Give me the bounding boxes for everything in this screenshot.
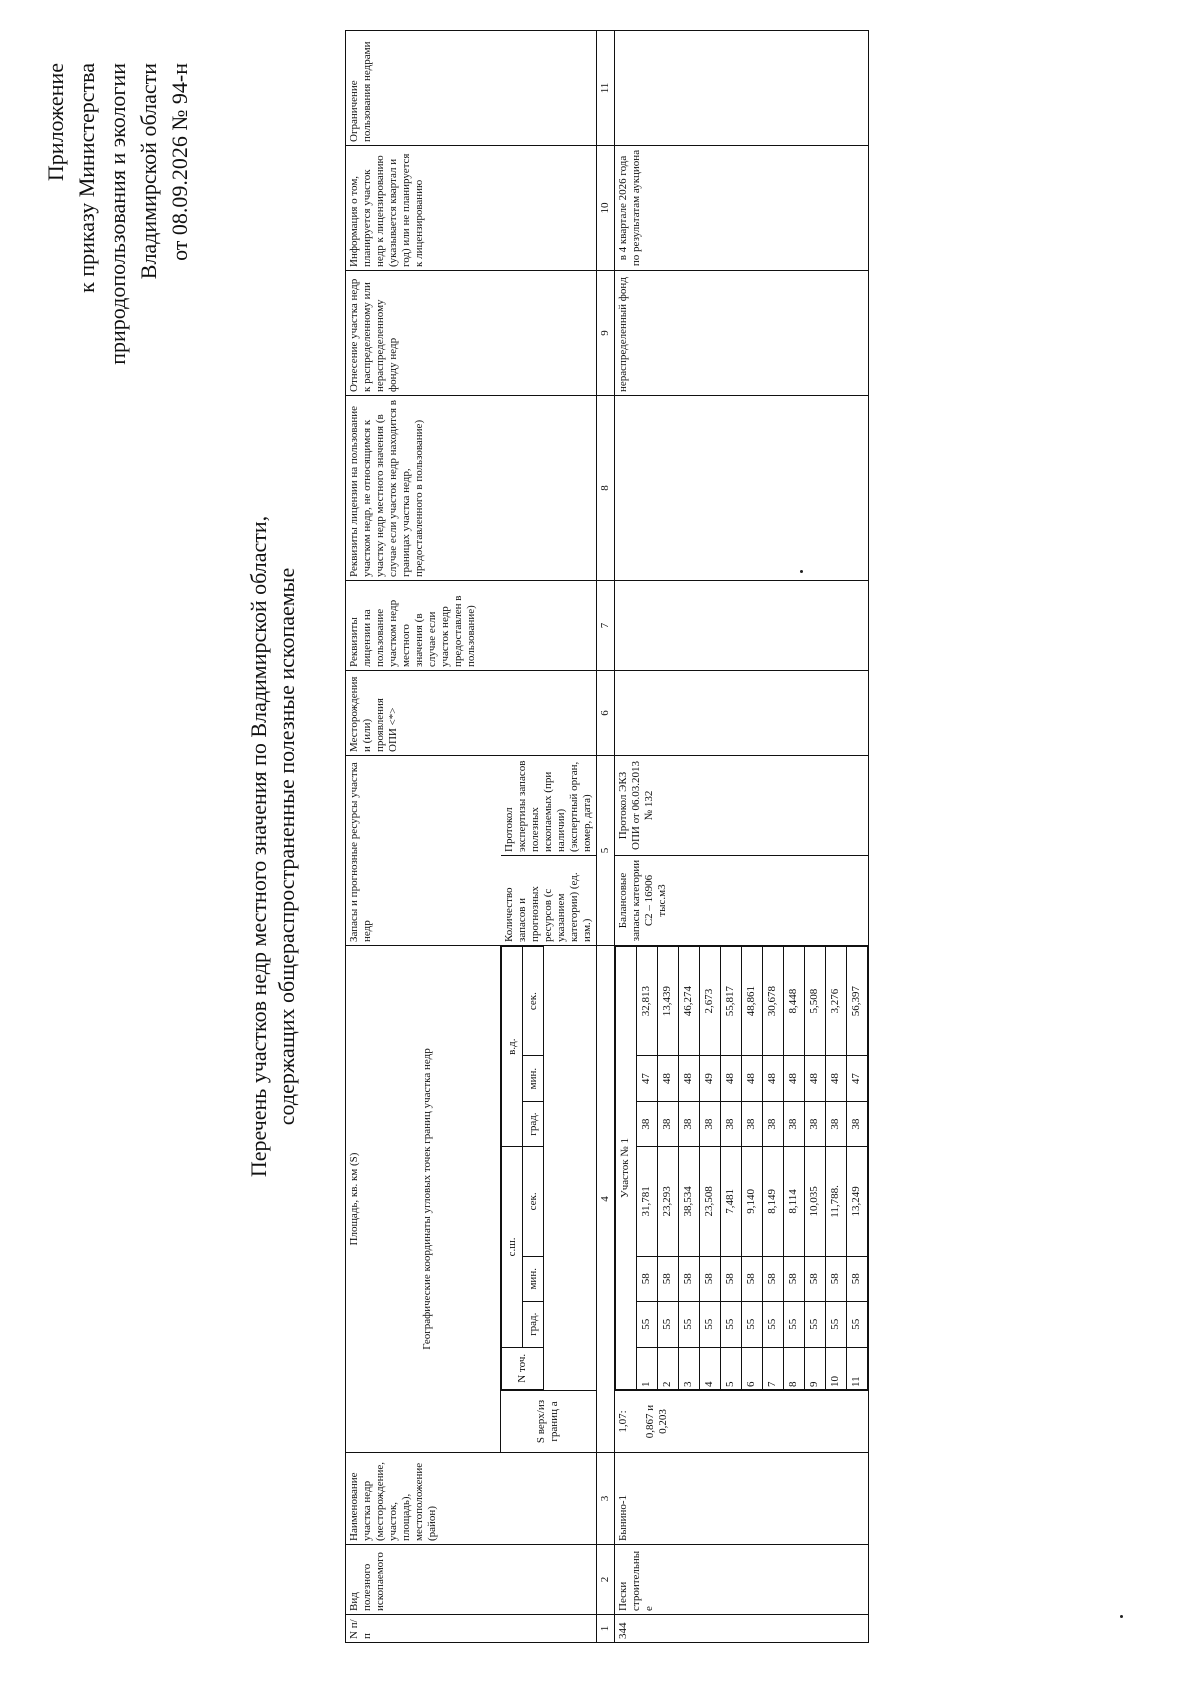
coord-lon-m: 48: [678, 1056, 699, 1102]
coordinate-point-row: [657, 947, 678, 1390]
coord-lat-m: 58: [762, 1256, 783, 1302]
coord-lat-s: 10,035: [804, 1147, 825, 1256]
col-number: 4: [596, 946, 614, 1453]
row-mineral: Пески строительные: [614, 1545, 868, 1615]
coord-lat-d: 55: [699, 1302, 720, 1348]
col-number: 7: [596, 581, 614, 671]
col-number: 10: [596, 146, 614, 271]
coord-lon-m: 48: [720, 1056, 741, 1102]
coord-lon-d: 38: [678, 1101, 699, 1147]
coord-lon-m: 48: [741, 1056, 762, 1102]
scan-speck: [1120, 1615, 1123, 1618]
coord-lon-d: 38: [804, 1101, 825, 1147]
coord-lon-d: 38: [846, 1101, 867, 1147]
coord-lat-d: 55: [825, 1302, 846, 1348]
coord-lat-d: 55: [720, 1302, 741, 1348]
col-number: 2: [596, 1545, 614, 1615]
coord-lon-d: 38: [762, 1101, 783, 1147]
header-fund: Отнесение участка недр к распределенному или нераспределенному фонду недр: [346, 271, 597, 396]
header-plan: Информация о том, планируется участок недр к лицензированию (указывается квартал и год) или не планируется к лицензированию: [346, 146, 597, 271]
row-reserves-protocol: Протокол ЭКЗ ОПИ от 06.03.2013 № 132: [614, 756, 868, 856]
coord-lon-s: 30,678: [762, 947, 783, 1056]
header-lon: в.д.: [502, 947, 523, 1147]
header-lic1: Реквизиты лицензии на пользование участком недр местного значения (в случае если участок недр предоставлен в пользование): [346, 581, 597, 671]
header-lat-min: мин.: [523, 1256, 544, 1302]
coordinate-point-row: [678, 947, 699, 1390]
coord-lat-d: 55: [783, 1302, 804, 1348]
header-line: к приказу Министерства: [74, 63, 99, 293]
coord-lon-m: 48: [825, 1056, 846, 1102]
coord-n: 1: [636, 1347, 657, 1389]
coord-lat-m: 58: [699, 1256, 720, 1302]
col-number: 11: [596, 31, 614, 146]
header-lon-sec: сек.: [523, 947, 544, 1056]
header-lic2: Реквизиты лицензии на пользование участком недр, не относящимся к участку недр местного значения (в случае если участок недр находится в границах участка недр, предоставленного в пользование): [346, 396, 597, 581]
row-lic1: [614, 581, 868, 671]
header-lat-deg: град.: [523, 1302, 544, 1348]
row-coordinates: [614, 946, 868, 1391]
coord-lon-s: 5,508: [804, 947, 825, 1056]
coord-n: 10: [825, 1347, 846, 1389]
coord-lat-s: 23,293: [657, 1147, 678, 1256]
coord-lon-m: 48: [657, 1056, 678, 1102]
coord-lon-d: 38: [783, 1101, 804, 1147]
header-num: N п/п: [346, 1615, 597, 1643]
coord-lat-d: 55: [846, 1302, 867, 1348]
coord-n: 11: [846, 1347, 867, 1389]
coord-lon-s: 8,448: [783, 947, 804, 1056]
col-number: 6: [596, 671, 614, 756]
coord-lon-d: 38: [657, 1101, 678, 1147]
header-line: Владимирской области: [136, 63, 161, 280]
coord-lat-m: 58: [636, 1256, 657, 1302]
coords-header-table: [501, 946, 544, 1390]
coord-n: 7: [762, 1347, 783, 1389]
coord-lat-d: 55: [678, 1302, 699, 1348]
col-number: 8: [596, 396, 614, 581]
coord-lat-m: 58: [741, 1256, 762, 1302]
header-lon-min: мин.: [523, 1056, 544, 1102]
coord-lat-m: 58: [846, 1256, 867, 1302]
coord-lon-d: 38: [720, 1101, 741, 1147]
row-reserves-qty: Балансовые запасы категории С2 – 16906 тыс.м3: [614, 856, 868, 946]
coord-lon-s: 48,861: [741, 947, 762, 1056]
row-restriction: [614, 31, 868, 146]
coord-lat-m: 58: [657, 1256, 678, 1302]
coord-lat-m: 58: [678, 1256, 699, 1302]
coordinate-point-row: [741, 947, 762, 1390]
coordinate-point-row: [762, 947, 783, 1390]
coordinate-point-row: [825, 947, 846, 1390]
col-number: 1: [596, 1615, 614, 1643]
coord-lat-s: 38,534: [678, 1147, 699, 1256]
coord-lon-s: 13,439: [657, 947, 678, 1056]
header-point-no: N точ.: [502, 1347, 544, 1389]
coord-lon-s: 32,813: [636, 947, 657, 1056]
coord-n: 9: [804, 1347, 825, 1389]
row-num: 344: [614, 1615, 868, 1643]
header-reserves-qty: Количество запасов и прогнозных ресурсов (с указанием категории) (ед. изм.): [501, 856, 597, 946]
header-lat: с.ш.: [502, 1147, 523, 1347]
coord-lat-s: 7,481: [720, 1147, 741, 1256]
coord-n: 8: [783, 1347, 804, 1389]
coordinate-point-row: [720, 947, 741, 1390]
area-parts: 0,867 и 0,203: [643, 1404, 669, 1439]
coord-lon-d: 38: [699, 1101, 720, 1147]
area-total: 1,07:: [616, 1410, 629, 1433]
header-name: Наименование участка недр (месторождение, участок, площадь), местоположение (район): [346, 1453, 597, 1545]
coord-n: 2: [657, 1347, 678, 1389]
coord-lon-s: 46,274: [678, 947, 699, 1056]
title-line-2: содержащих общераспространенные полезные ископаемые: [274, 567, 299, 1126]
coordinates-table: [615, 946, 868, 1390]
document-title: [245, 0, 301, 1693]
header-area-coords: [346, 946, 501, 1453]
col-number: 3: [596, 1453, 614, 1545]
coordinate-point-row: [783, 947, 804, 1390]
coord-lat-s: 13,249: [846, 1147, 867, 1256]
col-number: 9: [596, 271, 614, 396]
appendix-header: [40, 63, 195, 403]
coord-lat-d: 55: [804, 1302, 825, 1348]
header-row-1: [346, 31, 501, 1643]
coord-lon-s: 2,673: [699, 947, 720, 1056]
coord-lon-d: 38: [741, 1101, 762, 1147]
header-deposits: Месторождения и (или) проявления ОПИ <*>: [346, 671, 597, 756]
title-line-1: Перечень участков недр местного значения по Владимирской области,: [246, 515, 271, 1178]
subsoil-plots-table: [345, 30, 869, 1643]
header-line: природопользования и экологии: [105, 63, 130, 365]
coordinate-point-row: [846, 947, 867, 1390]
coord-n: 6: [741, 1347, 762, 1389]
coord-lon-s: 55,817: [720, 947, 741, 1056]
coordinate-point-row: [699, 947, 720, 1390]
coord-lon-m: 48: [804, 1056, 825, 1102]
data-row: [614, 31, 868, 1643]
row-area: [614, 1391, 868, 1453]
coord-lat-s: 11,788.: [825, 1147, 846, 1256]
header-coords-title: Географические координаты угловых точек границ участка недр: [421, 1048, 433, 1350]
header-mineral: Вид полезного ископаемого: [346, 1545, 597, 1615]
coord-lon-m: 48: [783, 1056, 804, 1102]
coord-lon-d: 38: [636, 1101, 657, 1147]
section-label: Участок № 1: [615, 947, 636, 1390]
coord-lat-d: 55: [657, 1302, 678, 1348]
header-lon-deg: град.: [523, 1101, 544, 1147]
row-fund: нераспределенный фонд: [614, 271, 868, 396]
coord-lon-m: 47: [846, 1056, 867, 1102]
coord-lon-s: 56,397: [846, 947, 867, 1056]
coord-lat-m: 58: [783, 1256, 804, 1302]
coordinate-point-row: [804, 947, 825, 1390]
header-s-vertex: S верх/из границ а: [501, 1391, 597, 1453]
coord-lon-m: 48: [762, 1056, 783, 1102]
coord-lon-d: 38: [825, 1101, 846, 1147]
coord-n: 5: [720, 1347, 741, 1389]
coord-lon-m: 49: [699, 1056, 720, 1102]
header-coords-sub: [501, 946, 597, 1391]
coord-lat-m: 58: [804, 1256, 825, 1302]
coord-lat-m: 58: [720, 1256, 741, 1302]
row-plan: в 4 квартале 2026 года по результатам аукциона: [614, 146, 868, 271]
column-number-row: [596, 31, 614, 1643]
header-line: от 08.09.2026 № 94-н: [167, 63, 192, 261]
coord-n: 3: [678, 1347, 699, 1389]
coord-n: 4: [699, 1347, 720, 1389]
header-line: Приложение: [43, 63, 68, 182]
coord-lat-s: 8,149: [762, 1147, 783, 1256]
header-reserves: Запасы и прогнозные ресурсы участка недр: [346, 756, 501, 946]
scan-speck: [800, 570, 803, 573]
coord-lat-s: 9,140: [741, 1147, 762, 1256]
coordinate-point-row: [636, 947, 657, 1390]
coord-lat-d: 55: [636, 1302, 657, 1348]
header-lat-sec: сек.: [523, 1147, 544, 1256]
col-number: 5: [596, 756, 614, 946]
coord-lon-s: 3,276: [825, 947, 846, 1056]
coord-lat-s: 31,781: [636, 1147, 657, 1256]
header-area: Площадь, кв. км (S): [348, 1152, 360, 1246]
coord-lat-s: 8,114: [783, 1147, 804, 1256]
coord-lat-m: 58: [825, 1256, 846, 1302]
coord-lat-d: 55: [741, 1302, 762, 1348]
coord-lat-s: 23,508: [699, 1147, 720, 1256]
row-deposits: [614, 671, 868, 756]
coord-lon-m: 47: [636, 1056, 657, 1102]
coord-lat-d: 55: [762, 1302, 783, 1348]
header-restriction: Ограничение пользования недрами: [346, 31, 597, 146]
row-name: Бынино-1: [614, 1453, 868, 1545]
header-reserves-protocol: Протокол экспертизы запасов полезных ископаемых (при наличии) (экспертный орган, номер, дата): [501, 756, 597, 856]
row-lic2: [614, 396, 868, 581]
